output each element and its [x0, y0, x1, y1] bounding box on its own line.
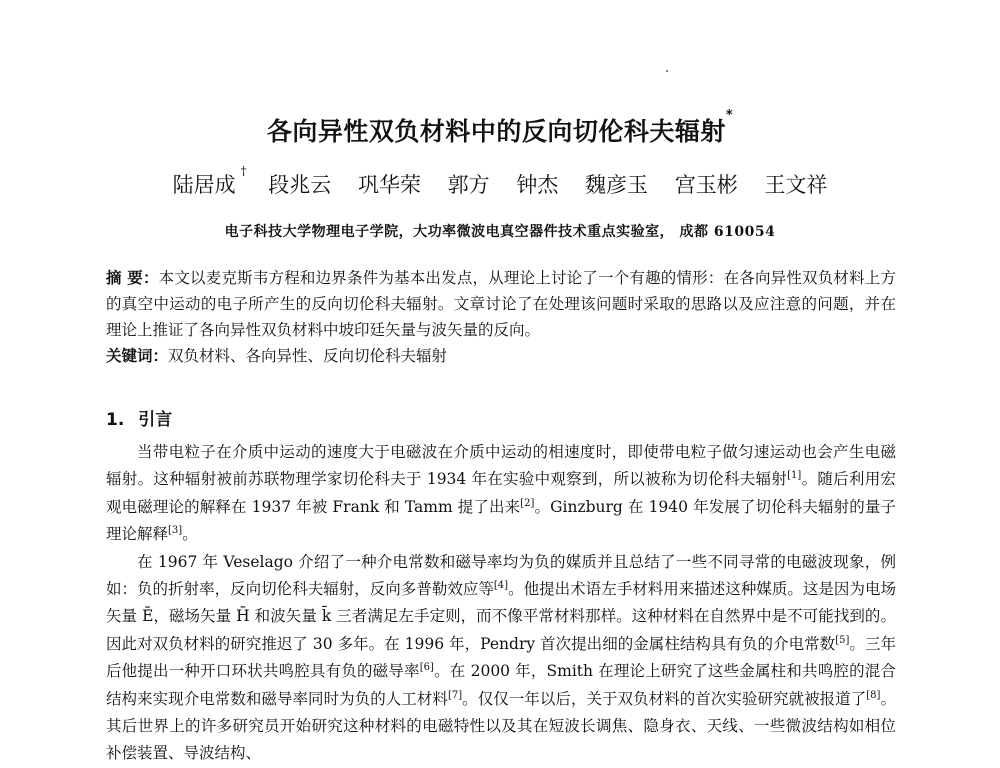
- paragraph: [106, 439, 896, 549]
- text-run: 。仅仅一年以后，关于双负材料的首次实验研究就被报道了: [462, 689, 867, 708]
- author-name: 王文祥: [764, 173, 828, 197]
- citation-ref[interactable]: [2]: [520, 497, 535, 509]
- author: [443, 173, 495, 197]
- citation-ref[interactable]: [3]: [168, 525, 183, 537]
- body-text: [106, 439, 896, 768]
- citation-ref[interactable]: [5]: [835, 634, 850, 646]
- paper-title: [0, 108, 1000, 148]
- abstract-text: 本文以麦克斯韦方程和边界条件为基本出发点，从理论上讨论了一个有趣的情形：在各向异性双负材料上方的真空中运动的电子所产生的反向切伦科夫辐射。文章讨论了在处理该问题时采取的思路以及应注意的问题，并在理论上推证了各向异性双负材料中坡印廷矢量与波矢量的反向。: [106, 269, 896, 339]
- author-name: 段兆云: [268, 173, 332, 197]
- author-name: 钟杰: [516, 173, 559, 197]
- author: [511, 173, 563, 197]
- author-name: 宫玉彬: [674, 173, 738, 197]
- section-number: 1.: [106, 410, 125, 430]
- author: [168, 164, 247, 197]
- author-list: [0, 164, 1000, 199]
- citation-ref[interactable]: [1]: [787, 470, 802, 482]
- abstract-label: 摘 要：: [106, 269, 159, 287]
- author: [263, 173, 336, 197]
- text-run: 。在 2000 年，Smith 在理论上研究了这些金属柱和共鸣腔的混合结构来实现介电常数和磁导率同时为负的人工材料: [106, 662, 896, 708]
- author-name: 魏彦玉: [585, 173, 649, 197]
- scan-speck: [666, 70, 668, 72]
- paragraph: [106, 549, 896, 768]
- text-run: 。: [182, 525, 198, 544]
- author-name: 巩华荣: [357, 173, 421, 197]
- text-run: 。他提出术语左手材料用来描述这种媒质。这是因为电场矢量 Ē，磁场矢量 H̄ 和波矢量 k̄ 三者满足左手定则，而不像平常材料那样。这种材料在自然界中是不可能找到的。因此对双负材料的研究推迟了 30 多年。在 1996 年，Pendry 首次提出细的金属柱结构具有负的介电常数: [106, 580, 896, 653]
- text-run: 当带电粒子在介质中运动的速度大于电磁波在介质中运动的相速度时，即使带电粒子做匀速运动也会产生电磁辐射。这种辐射被前苏联物理学家切伦科夫于 1934 年在实验中观察到，所以被称为切伦科夫辐射: [106, 443, 896, 489]
- abstract: [106, 265, 896, 343]
- title-footnote-marker: *: [725, 108, 734, 123]
- citation-ref[interactable]: [6]: [419, 662, 434, 674]
- text-run: 在 1967 年 Veselago 介绍了一种介电常数和磁导率均为负的媒质并且总结了一些不同寻常的电磁波现象，例如：负的折射率，反向切伦科夫辐射，反向多普勒效应等: [106, 552, 896, 599]
- citation-ref[interactable]: [7]: [447, 689, 463, 701]
- keywords: [106, 343, 896, 369]
- author-mark: †: [240, 164, 247, 178]
- author: [759, 173, 832, 197]
- text-run: 。Ginzburg 在 1940 年发展了切伦科夫辐射的量子理论解释: [106, 497, 897, 544]
- keywords-text: 双负材料、各向异性、反向切伦科夫辐射: [168, 347, 448, 365]
- affiliation: 电子科技大学物理电子学院，大功率微波电真空器件技术重点实验室， 成都 610054: [224, 224, 776, 240]
- author: [353, 173, 426, 197]
- section-title: 引言: [138, 410, 173, 430]
- author: [670, 173, 743, 197]
- keywords-label: 关键词：: [106, 347, 169, 365]
- section-heading: [106, 405, 172, 430]
- citation-ref[interactable]: [4]: [493, 579, 509, 591]
- author: [580, 173, 653, 197]
- text-run: 。其后世界上的许多研究员开始研究这种材料的电磁特性以及其在短波长调焦、隐身衣、天线、一些微波结构如相位补偿装置、导波结构、: [106, 689, 896, 763]
- title-text: 各向异性双负材料中的反向切伦科夫辐射: [266, 117, 726, 146]
- text-run: 。随后利用宏观电磁理论的解释在 1937 年被 Frank 和 Tamm 提了出来: [106, 470, 896, 516]
- text-run: 。三年后他提出一种开口环状共鸣腔具有负的磁导率: [106, 634, 896, 681]
- author-name: 陆居成: [172, 173, 236, 197]
- author-name: 郭方: [447, 173, 490, 197]
- citation-ref[interactable]: [8]: [866, 689, 881, 701]
